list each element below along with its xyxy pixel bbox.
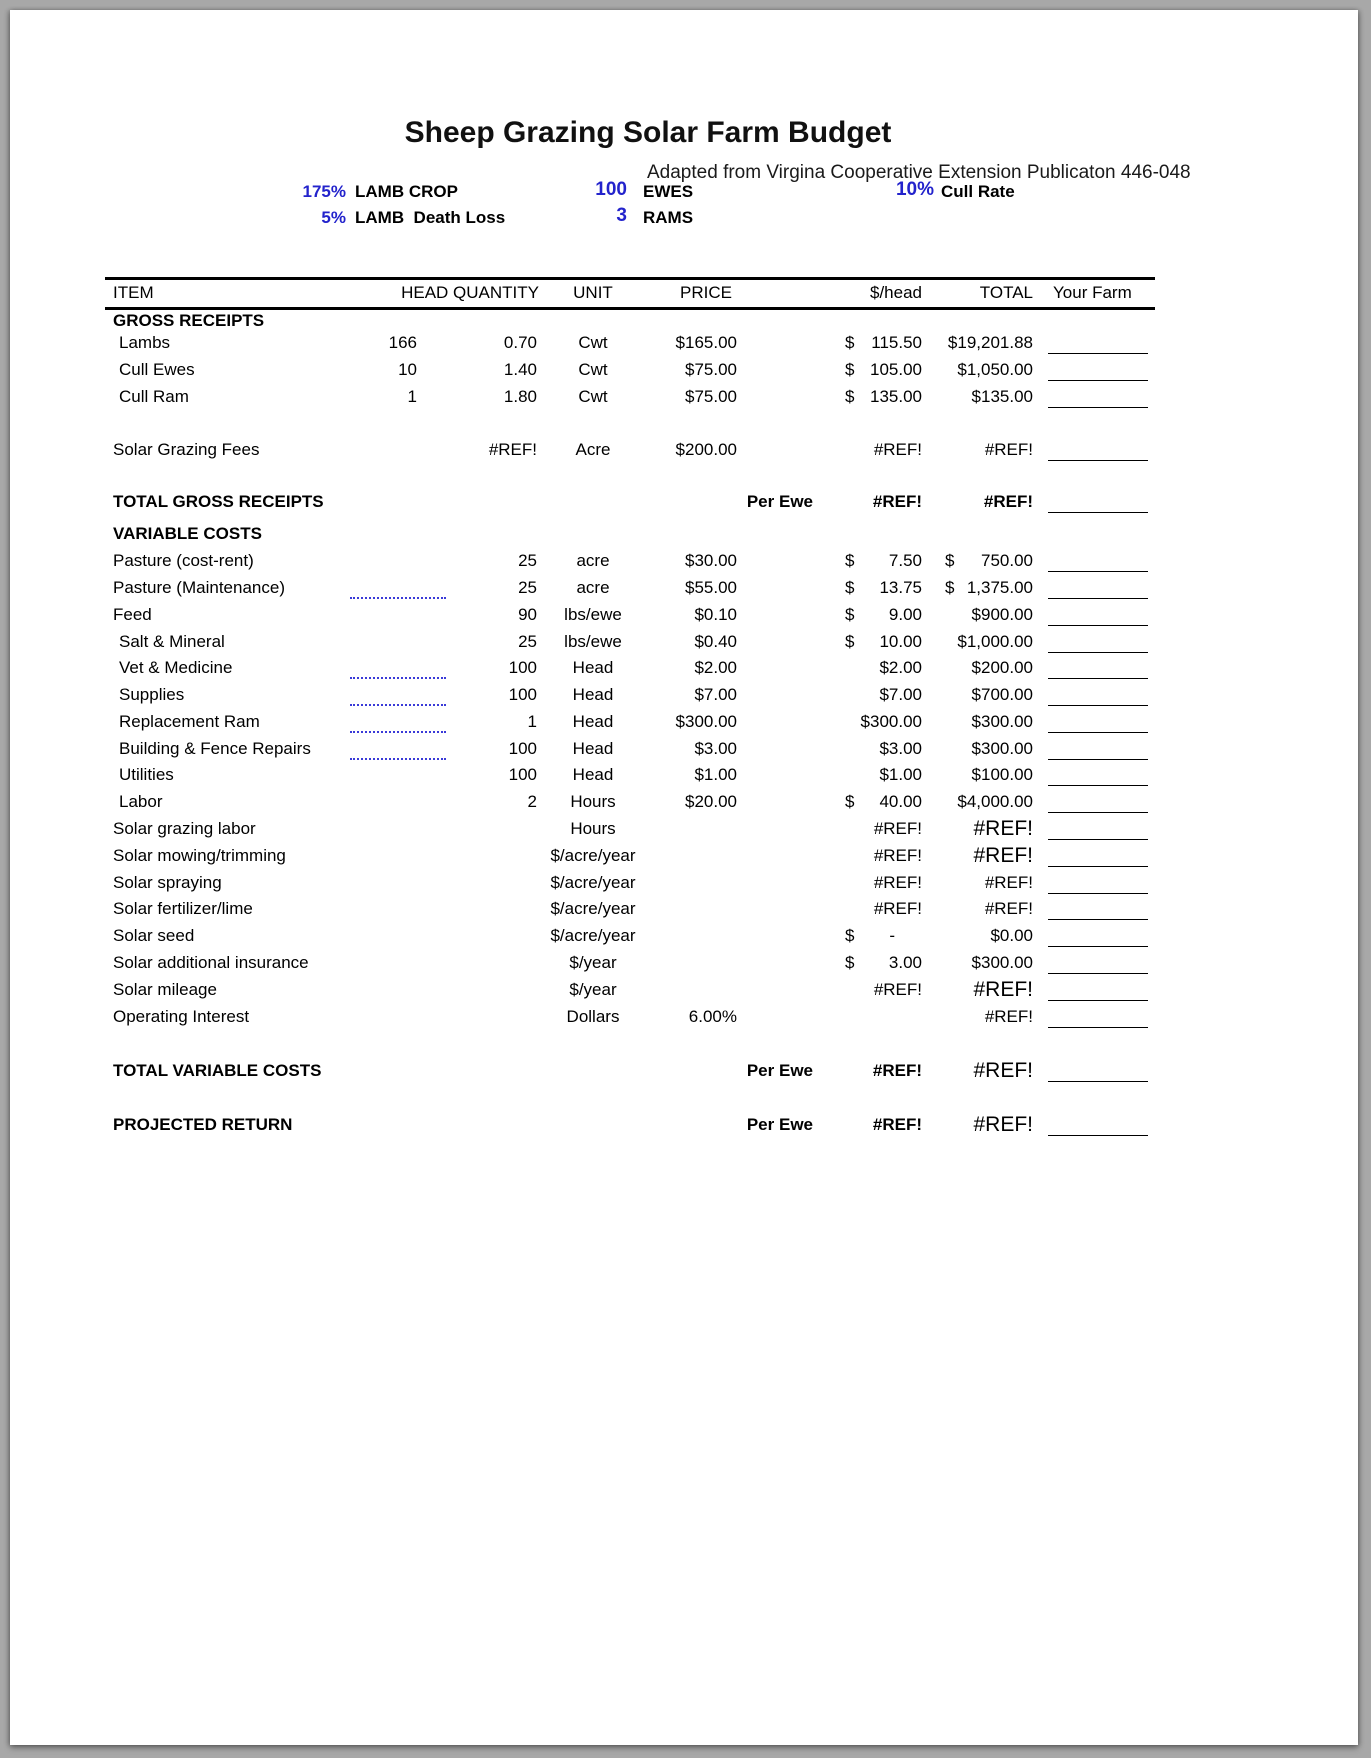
cell-quantity: 100	[508, 658, 537, 677]
cell-price: $20.00	[685, 792, 737, 811]
cell-per-head: $1.00	[879, 765, 922, 784]
lamb-crop-label: LAMB CROP	[355, 182, 458, 201]
cell-quantity: 1.80	[503, 387, 537, 406]
cell-item-label: Cull Ewes	[119, 360, 195, 379]
cell-per-head-dollar-sign: $	[845, 605, 855, 624]
cell-unit: Cwt	[578, 333, 608, 352]
row-lambs	[105, 332, 1155, 354]
lamb-death-loss-pct: 5%	[321, 208, 346, 227]
your-farm-blank-line	[1048, 839, 1148, 840]
row-cull-ram	[105, 386, 1155, 408]
cell-head-count: 10	[398, 360, 417, 379]
cell-item-label: Lambs	[119, 333, 171, 352]
your-farm-blank-line	[1048, 1081, 1148, 1082]
cell-price: 6.00%	[688, 1007, 737, 1026]
cell-per-head-dollar-sign: $	[845, 551, 855, 570]
cell-per-head: -	[889, 926, 895, 945]
row-replacement-ram	[105, 711, 1155, 733]
row-building-fence-repairs	[105, 738, 1155, 760]
cell-quantity: 25	[518, 551, 537, 570]
document-page	[10, 10, 1358, 1745]
cell-per-head-dollar-sign: $	[845, 333, 855, 352]
cell-price: $300.00	[675, 712, 737, 731]
cell-per-head: 13.75	[879, 578, 922, 597]
cell-per-head: 135.00	[870, 387, 922, 406]
cell-per-head: $2.00	[879, 658, 922, 677]
fill-in-blank-line	[350, 677, 446, 679]
your-farm-blank-line	[1048, 759, 1148, 760]
ewes-count: 100	[595, 179, 627, 200]
header-head-quantity: HEAD QUANTITY	[401, 283, 539, 302]
cell-per-head: $7.00	[879, 685, 922, 704]
row-total-variable-costs	[105, 1060, 1155, 1082]
cell-total: #REF!	[973, 1059, 1033, 1082]
cell-unit: Acre	[575, 440, 611, 459]
cell-item-label: Building & Fence Repairs	[119, 739, 311, 758]
cell-item-label: Salt & Mineral	[119, 632, 225, 651]
cell-quantity: 2	[527, 792, 537, 811]
cell-total: $1,000.00	[957, 632, 1033, 651]
cell-quantity: 1.40	[503, 360, 537, 379]
cell-unit: Dollars	[566, 1007, 620, 1026]
cell-item-label: Solar seed	[113, 926, 195, 945]
cell-per-head: 115.50	[871, 333, 922, 352]
cell-price: $200.00	[675, 440, 737, 459]
row-solar-spraying	[105, 872, 1155, 894]
cell-item-label: Pasture (cost-rent)	[113, 551, 254, 570]
cell-unit: acre	[576, 551, 610, 570]
cell-item-label: Solar grazing labor	[113, 819, 256, 838]
header-per-head: $/head	[870, 283, 922, 302]
per-ewe-label: Per Ewe	[746, 492, 813, 511]
cell-item-label: Solar Grazing Fees	[113, 440, 260, 459]
page-title: Sheep Grazing Solar Farm Budget	[404, 116, 892, 149]
lamb-crop-pct: 175%	[302, 182, 346, 201]
cell-total: $1,050.00	[957, 360, 1033, 379]
row-solar-grazing-fees	[105, 439, 1155, 461]
per-ewe-label: Per Ewe	[746, 1061, 813, 1080]
cell-unit: $/acre/year	[550, 899, 636, 918]
your-farm-blank-line	[1048, 866, 1148, 867]
cell-unit: Head	[572, 712, 614, 731]
your-farm-blank-line	[1048, 407, 1148, 408]
cell-item-label: Feed	[113, 605, 152, 624]
your-farm-blank-line	[1048, 678, 1148, 679]
cell-unit: $/acre/year	[550, 873, 636, 892]
cell-item-label: Supplies	[119, 685, 185, 704]
cell-item-label: Solar spraying	[113, 873, 222, 892]
cell-per-head: #REF!	[873, 873, 922, 892]
cell-quantity: 100	[508, 685, 537, 704]
cell-unit: Hours	[570, 792, 616, 811]
cell-price: $55.00	[685, 578, 737, 597]
your-farm-blank-line	[1048, 1027, 1148, 1028]
fill-in-blank-line	[350, 731, 446, 733]
cell-per-head: $300.00	[860, 712, 922, 731]
cell-item-label: Cull Ram	[119, 387, 189, 406]
header-item: ITEM	[113, 283, 154, 302]
cell-total: $300.00	[971, 953, 1033, 972]
cell-unit: Cwt	[578, 360, 608, 379]
cell-unit: lbs/ewe	[564, 632, 622, 651]
cell-quantity: 25	[518, 578, 537, 597]
cell-total: #REF!	[973, 978, 1033, 1001]
cell-unit: $/year	[569, 980, 617, 999]
row-pasture-cost-rent	[105, 550, 1155, 572]
cell-total: #REF!	[984, 1007, 1033, 1026]
row-total-gross-receipts	[105, 491, 1155, 513]
row-salt-mineral	[105, 631, 1155, 653]
header-total: TOTAL	[979, 283, 1033, 302]
cell-price: $75.00	[685, 360, 737, 379]
cell-total: #REF!	[973, 1113, 1033, 1136]
cell-total: 1,375.00	[966, 578, 1033, 597]
cell-total-dollar-sign: $	[945, 551, 955, 570]
cell-item-label: Utilities	[119, 765, 174, 784]
cell-item-label: Operating Interest	[113, 1007, 250, 1026]
cell-per-head: #REF!	[873, 899, 922, 918]
your-farm-blank-line	[1048, 973, 1148, 974]
row-solar-mileage	[105, 979, 1155, 1001]
cell-per-head: 7.50	[888, 551, 922, 570]
ewes-label: EWES	[643, 182, 694, 201]
row-pasture-maintenance	[105, 577, 1155, 599]
row-utilities	[105, 764, 1155, 786]
cell-item-label: VARIABLE COSTS	[113, 524, 262, 543]
cell-unit: Cwt	[578, 387, 608, 406]
fill-in-blank-line	[350, 597, 446, 599]
cell-item-label: PROJECTED RETURN	[113, 1115, 293, 1134]
row-labor	[105, 791, 1155, 813]
your-farm-blank-line	[1048, 705, 1148, 706]
cell-per-head-dollar-sign: $	[845, 926, 855, 945]
cell-item-label: TOTAL GROSS RECEIPTS	[113, 492, 324, 511]
cell-unit: $/year	[569, 953, 617, 972]
cell-unit: lbs/ewe	[564, 605, 622, 624]
cell-per-head-dollar-sign: $	[845, 792, 855, 811]
your-farm-blank-line	[1048, 598, 1148, 599]
cell-per-head-dollar-sign: $	[845, 387, 855, 406]
cell-price: $0.10	[694, 605, 737, 624]
row-projected-return	[105, 1114, 1155, 1136]
row-solar-grazing-labor	[105, 818, 1155, 840]
cell-item-label: Replacement Ram	[119, 712, 260, 731]
your-farm-blank-line	[1048, 625, 1148, 626]
cell-total: $300.00	[971, 739, 1033, 758]
row-vet-medicine	[105, 657, 1155, 679]
cell-item-label: Solar fertilizer/lime	[113, 899, 253, 918]
rams-count: 3	[616, 205, 627, 226]
page-subtitle: Adapted from Virgina Cooperative Extension Publicaton 446-048	[647, 162, 1191, 183]
cell-quantity: 0.70	[503, 333, 537, 352]
your-farm-blank-line	[1048, 919, 1148, 920]
cell-per-head-dollar-sign: $	[845, 578, 855, 597]
cell-price: $1.00	[694, 765, 737, 784]
cell-total: #REF!	[984, 899, 1033, 918]
your-farm-blank-line	[1048, 946, 1148, 947]
cell-quantity: 100	[508, 739, 537, 758]
cell-total: $100.00	[971, 765, 1033, 784]
your-farm-blank-line	[1048, 785, 1148, 786]
cell-item-label: Solar additional insurance	[113, 953, 309, 972]
cell-price: $3.00	[694, 739, 737, 758]
cell-per-head: #REF!	[872, 492, 922, 511]
cell-item-label: Vet & Medicine	[119, 658, 233, 677]
cell-quantity: 100	[508, 765, 537, 784]
cell-quantity: 25	[518, 632, 537, 651]
cell-per-head-dollar-sign: $	[845, 360, 855, 379]
header-unit: UNIT	[573, 283, 613, 302]
cell-quantity: #REF!	[488, 440, 537, 459]
cell-price: $7.00	[694, 685, 737, 704]
cell-per-head: 40.00	[879, 792, 922, 811]
cell-total: #REF!	[984, 440, 1033, 459]
cell-quantity: 90	[518, 605, 537, 624]
cell-per-head: #REF!	[873, 846, 922, 865]
cell-price: $0.40	[694, 632, 737, 651]
cell-total: #REF!	[984, 873, 1033, 892]
cell-per-head: 10.00	[879, 632, 922, 651]
row-solar-additional-insurance	[105, 952, 1155, 974]
cell-unit: Head	[572, 765, 614, 784]
table-header-top-rule	[105, 277, 1155, 280]
cull-rate-label: Cull Rate	[941, 182, 1015, 201]
row-variable-costs-section	[105, 523, 1155, 545]
per-ewe-label: Per Ewe	[746, 1115, 813, 1134]
table-header-row	[105, 282, 1155, 304]
cell-item-label: GROSS RECEIPTS	[113, 311, 265, 330]
cell-head-count: 166	[388, 333, 417, 352]
cell-total: $700.00	[971, 685, 1033, 704]
cell-item-label: Labor	[119, 792, 163, 811]
cell-total: $0.00	[990, 926, 1033, 945]
cull-rate-pct: 10%	[895, 179, 934, 200]
your-farm-blank-line	[1048, 812, 1148, 813]
cell-unit: Head	[572, 739, 614, 758]
row-solar-seed	[105, 925, 1155, 947]
cell-price: $75.00	[685, 387, 737, 406]
cell-total: 750.00	[981, 551, 1033, 570]
row-solar-fertilizer-lime	[105, 898, 1155, 920]
cell-total: $19,201.88	[947, 333, 1033, 352]
your-farm-blank-line	[1048, 353, 1148, 354]
cell-item-label: Solar mowing/trimming	[113, 846, 286, 865]
row-operating-interest	[105, 1006, 1155, 1028]
cell-price: $30.00	[685, 551, 737, 570]
cell-total-dollar-sign: $	[945, 578, 955, 597]
cell-unit: $/acre/year	[550, 846, 636, 865]
your-farm-blank-line	[1048, 512, 1148, 513]
rams-label: RAMS	[643, 208, 694, 227]
cell-unit: $/acre/year	[550, 926, 636, 945]
cell-item-label: TOTAL VARIABLE COSTS	[113, 1061, 322, 1080]
cell-per-head: #REF!	[872, 1115, 922, 1134]
lamb-death-loss-label: LAMB Death Loss	[355, 208, 506, 227]
cell-per-head: #REF!	[873, 440, 922, 459]
fill-in-blank-line	[350, 758, 446, 760]
cell-per-head: 105.00	[870, 360, 922, 379]
your-farm-blank-line	[1048, 1000, 1148, 1001]
row-gross-receipts-section	[105, 310, 1155, 332]
cell-total: #REF!	[973, 844, 1033, 867]
row-cull-ewes	[105, 359, 1155, 381]
row-feed	[105, 604, 1155, 626]
your-farm-blank-line	[1048, 1135, 1148, 1136]
cell-total: #REF!	[973, 817, 1033, 840]
cell-per-head: #REF!	[873, 819, 922, 838]
your-farm-blank-line	[1048, 380, 1148, 381]
cell-per-head-dollar-sign: $	[845, 632, 855, 651]
cell-unit: Head	[572, 685, 614, 704]
cell-item-label: Pasture (Maintenance)	[113, 578, 285, 597]
your-farm-blank-line	[1048, 893, 1148, 894]
cell-per-head: #REF!	[873, 980, 922, 999]
cell-per-head-dollar-sign: $	[845, 953, 855, 972]
header-price: PRICE	[680, 283, 732, 302]
fill-in-blank-line	[350, 704, 446, 706]
row-solar-mowing-trimming	[105, 845, 1155, 867]
cell-total: $135.00	[971, 387, 1033, 406]
cell-per-head: #REF!	[872, 1061, 922, 1080]
cell-total: $900.00	[971, 605, 1033, 624]
cell-total: $4,000.00	[957, 792, 1033, 811]
cell-price: $165.00	[675, 333, 737, 352]
cell-per-head: 3.00	[888, 953, 922, 972]
cell-unit: Hours	[570, 819, 616, 838]
row-supplies	[105, 684, 1155, 706]
cell-unit: acre	[576, 578, 610, 597]
cell-item-label: Solar mileage	[113, 980, 217, 999]
header-your-farm: Your Farm	[1053, 283, 1132, 302]
your-farm-blank-line	[1048, 652, 1148, 653]
cell-head-count: 1	[407, 387, 417, 406]
cell-total: $300.00	[971, 712, 1033, 731]
cell-total: #REF!	[983, 492, 1033, 511]
cell-price: $2.00	[694, 658, 737, 677]
your-farm-blank-line	[1048, 460, 1148, 461]
cell-total: $200.00	[971, 658, 1033, 677]
cell-quantity: 1	[527, 712, 537, 731]
cell-per-head: $3.00	[879, 739, 922, 758]
your-farm-blank-line	[1048, 571, 1148, 572]
cell-unit: Head	[572, 658, 614, 677]
cell-per-head: 9.00	[888, 605, 922, 624]
your-farm-blank-line	[1048, 732, 1148, 733]
